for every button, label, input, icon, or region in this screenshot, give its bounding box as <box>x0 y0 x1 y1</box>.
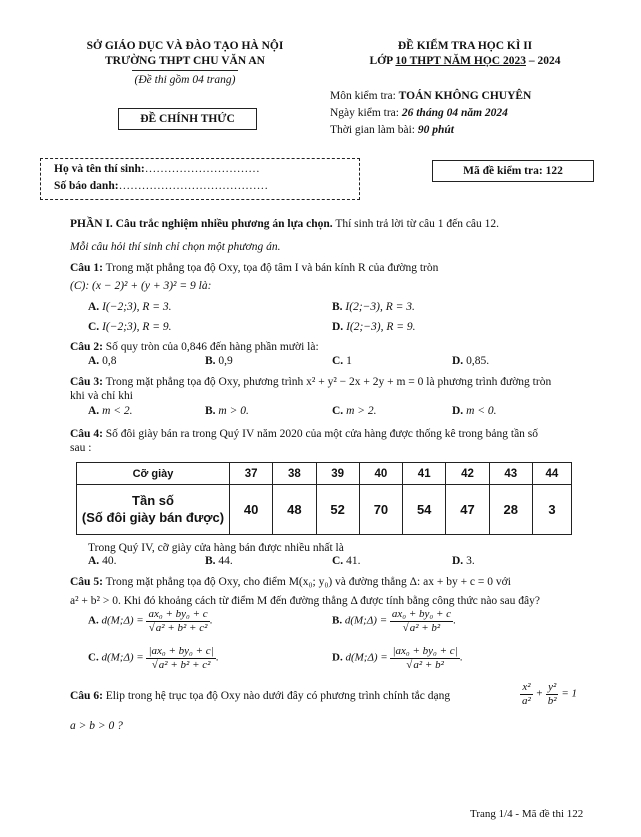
page-footer: Trang 1/4 - Mã đề thi 122 <box>470 808 584 820</box>
student-name-label: Họ và tên thí sinh: <box>54 163 145 175</box>
q5-stem: Trong mặt phẳng tọa độ Oxy, cho điểm M(x₀; y₀) và đường thẳng Δ: ax + by + c = 0 với <box>102 576 511 588</box>
q1-option-b[interactable]: B. I(2;−3), R = 3. <box>332 301 415 313</box>
grade-suffix: – 2024 <box>525 55 561 67</box>
table-row <box>77 485 572 535</box>
table-cell: 38 <box>273 463 316 485</box>
table-cell: 42 <box>446 463 489 485</box>
q2-option-a[interactable]: A. 0,8 <box>88 355 117 367</box>
subject-value: TOÁN KHÔNG CHUYÊN <box>398 90 532 102</box>
table-cell: 54 <box>403 485 446 535</box>
q6-label: Câu 6: <box>70 690 103 702</box>
grade-prefix: LỚP <box>369 55 396 67</box>
q1-equation: (C): (x − 2)² + (y + 3)² = 9 là: <box>70 280 212 292</box>
q4-label: Câu 4: <box>70 428 103 440</box>
fraction: $\frac{\text{|ax₀ + by₀ + c|}}{\text{√a² + b²}}$ <box>392 645 458 671</box>
q1-label: Câu 1: <box>70 262 103 274</box>
q3-option-a[interactable]: A. m < 2. <box>88 405 133 417</box>
student-id-dots[interactable]: ………………………………… <box>118 180 269 192</box>
exam-title: ĐỀ KIỂM TRA HỌC KÌ II <box>397 40 533 52</box>
table-cell: 40 <box>230 485 273 535</box>
table-cell: 70 <box>359 485 402 535</box>
q4-option-b[interactable]: B. 44. <box>205 555 233 567</box>
fraction: $\frac{\text{ax₀ + by₀ + c}}{\text{√a² + b² + c²}}$ <box>148 608 208 634</box>
q3-text <box>70 376 551 388</box>
q5-option-c[interactable]: C. d(M;Δ) = $\frac{\text{|ax₀ + by₀ + c|}}{\text{√a² + b² + c²}}$ . <box>88 645 219 671</box>
exam-code: Mã đề kiểm tra: 122 <box>463 165 563 177</box>
q4-text <box>70 428 538 440</box>
table-cell: 28 <box>489 485 532 535</box>
date-value: 26 tháng 04 năm 2024 <box>401 107 508 119</box>
q4-after: Trong Quý IV, cỡ giày cửa hàng bán được nhiều nhất là <box>88 542 344 554</box>
q2-label: Câu 2: <box>70 341 103 353</box>
q5-text-2: a² + b² > 0. Khi đó khoảng cách từ điểm M đến đường thẳng Δ được tính bằng công thức nào sau đây? <box>70 595 540 607</box>
q3-option-b[interactable]: B. m > 0. <box>205 405 249 417</box>
official-label: ĐỀ CHÍNH THỨC <box>140 113 235 125</box>
q2-text <box>70 341 319 353</box>
q6-text-2: a > b > 0 ? <box>70 720 123 732</box>
part1-note: Mỗi câu hỏi thí sinh chỉ chọn một phương án. <box>70 241 281 253</box>
official-label-box <box>118 108 257 130</box>
part1-title: PHẦN I. Câu trắc nghiệm nhiều phương án lựa chọn. <box>70 218 333 230</box>
table-cell: 47 <box>446 485 489 535</box>
q4-text-2: sau : <box>70 442 92 454</box>
part1-heading <box>70 218 499 230</box>
grade-year: 10 THPT NĂM HỌC 2023 <box>395 55 526 67</box>
school-name: TRƯỜNG THPT CHU VĂN AN <box>105 55 265 67</box>
subject-label: Môn kiểm tra: <box>330 90 399 102</box>
table-cell: 39 <box>316 463 359 485</box>
q3-label: Câu 3: <box>70 376 103 388</box>
q3-stem: Trong mặt phẳng tọa độ Oxy, phương trình x² + y² − 2x + 2y + m = 0 là phương trình đường tròn <box>102 376 552 388</box>
time-label: Thời gian làm bài: <box>330 124 418 136</box>
q5-option-d[interactable]: D. d(M;Δ) = $\frac{\text{|ax₀ + by₀ + c|}}{\text{√a² + b²}}$ . <box>332 645 463 671</box>
subject-line <box>330 90 531 102</box>
q5-option-a[interactable]: A. d(M;Δ) = $\frac{\text{ax₀ + by₀ + c}}{\text{√a² + b² + c²}}$ . <box>88 608 213 634</box>
table-cell: 43 <box>489 463 532 485</box>
q3-option-d[interactable]: D. m < 0. <box>452 405 497 417</box>
q4-stem: Số đôi giày bán ra trong Quý IV năm 2020 của một cửa hàng được thống kê trong bảng tần số <box>102 428 539 440</box>
q2-option-c[interactable]: C. 1 <box>332 355 352 367</box>
q4-option-a[interactable]: A. 40. <box>88 555 117 567</box>
table-cell: 52 <box>316 485 359 535</box>
time-line <box>330 124 454 136</box>
q2-option-d[interactable]: D. 0,85. <box>452 355 490 367</box>
student-name-line[interactable] <box>54 163 260 175</box>
table-cell: 41 <box>403 463 446 485</box>
department-name: SỞ GIÁO DỤC VÀ ĐÀO TẠO HÀ NỘI <box>86 40 284 52</box>
frequency-table <box>76 462 572 535</box>
q5-label: Câu 5: <box>70 576 103 588</box>
q4-option-d[interactable]: D. 3. <box>452 555 475 567</box>
part1-instruction: Thí sinh trả lời từ câu 1 đến câu 12. <box>332 218 500 230</box>
q5-text <box>70 576 511 588</box>
school-underline <box>132 70 238 71</box>
student-name-dots[interactable]: ………………………… <box>144 163 260 175</box>
q6-text <box>70 690 450 702</box>
table-cell: 44 <box>532 463 571 485</box>
student-id-line[interactable] <box>54 180 268 192</box>
fraction: $\frac{\text{|ax₀ + by₀ + c|}}{\text{√a² + b² + c²}}$ <box>148 645 214 671</box>
q1-text <box>70 262 586 274</box>
q2-stem: Số quy tròn của 0,846 đến hàng phần mười là: <box>102 341 319 353</box>
grade-line <box>320 55 610 67</box>
table-row <box>77 463 572 485</box>
q5-option-b[interactable]: B. d(M;Δ) = $\frac{\text{ax₀ + by₀ + c}}{\text{√a² + b²}}$ . <box>332 608 456 634</box>
exam-code-box <box>432 160 594 182</box>
q1-option-a[interactable]: A. I(−2;3), R = 3. <box>88 301 172 313</box>
time-value: 90 phút <box>417 124 454 136</box>
q1-stem: Trong mặt phẳng tọa độ Oxy, tọa độ tâm I và bán kính R của đường tròn <box>102 262 439 274</box>
table-header-size: Cỡ giày <box>77 463 230 485</box>
q1-option-d[interactable]: D. I(2;−3), R = 9. <box>332 321 416 333</box>
student-id-label: Số báo danh: <box>54 180 119 192</box>
q2-option-b[interactable]: B. 0,9 <box>205 355 233 367</box>
table-cell: 40 <box>359 463 402 485</box>
q6-stem: Elip trong hệ trục tọa độ Oxy nào dưới đây có phương trình chính tắc dạng <box>102 690 451 702</box>
table-header-frequency: Tần số (Số đôi giày bán được) <box>77 485 230 535</box>
pages-note: (Đề thi gồm 04 trang) <box>134 74 236 86</box>
date-line <box>330 107 508 119</box>
table-cell: 48 <box>273 485 316 535</box>
fraction: $\frac{\text{ax₀ + by₀ + c}}{\text{√a² + b²}}$ <box>391 608 452 634</box>
table-cell: 37 <box>230 463 273 485</box>
q6-ellipse-equation: $\frac{\text{x²}}{\text{a²}}$ + $\frac{\text{y²}}{\text{b²}}$ = 1 <box>522 681 577 707</box>
date-label: Ngày kiểm tra: <box>330 107 402 119</box>
q1-option-c[interactable]: C. I(−2;3), R = 9. <box>88 321 172 333</box>
q4-option-c[interactable]: C. 41. <box>332 555 361 567</box>
q3-text-2: khi và chỉ khi <box>70 390 133 402</box>
table-cell: 3 <box>532 485 571 535</box>
q3-option-c[interactable]: C. m > 2. <box>332 405 377 417</box>
